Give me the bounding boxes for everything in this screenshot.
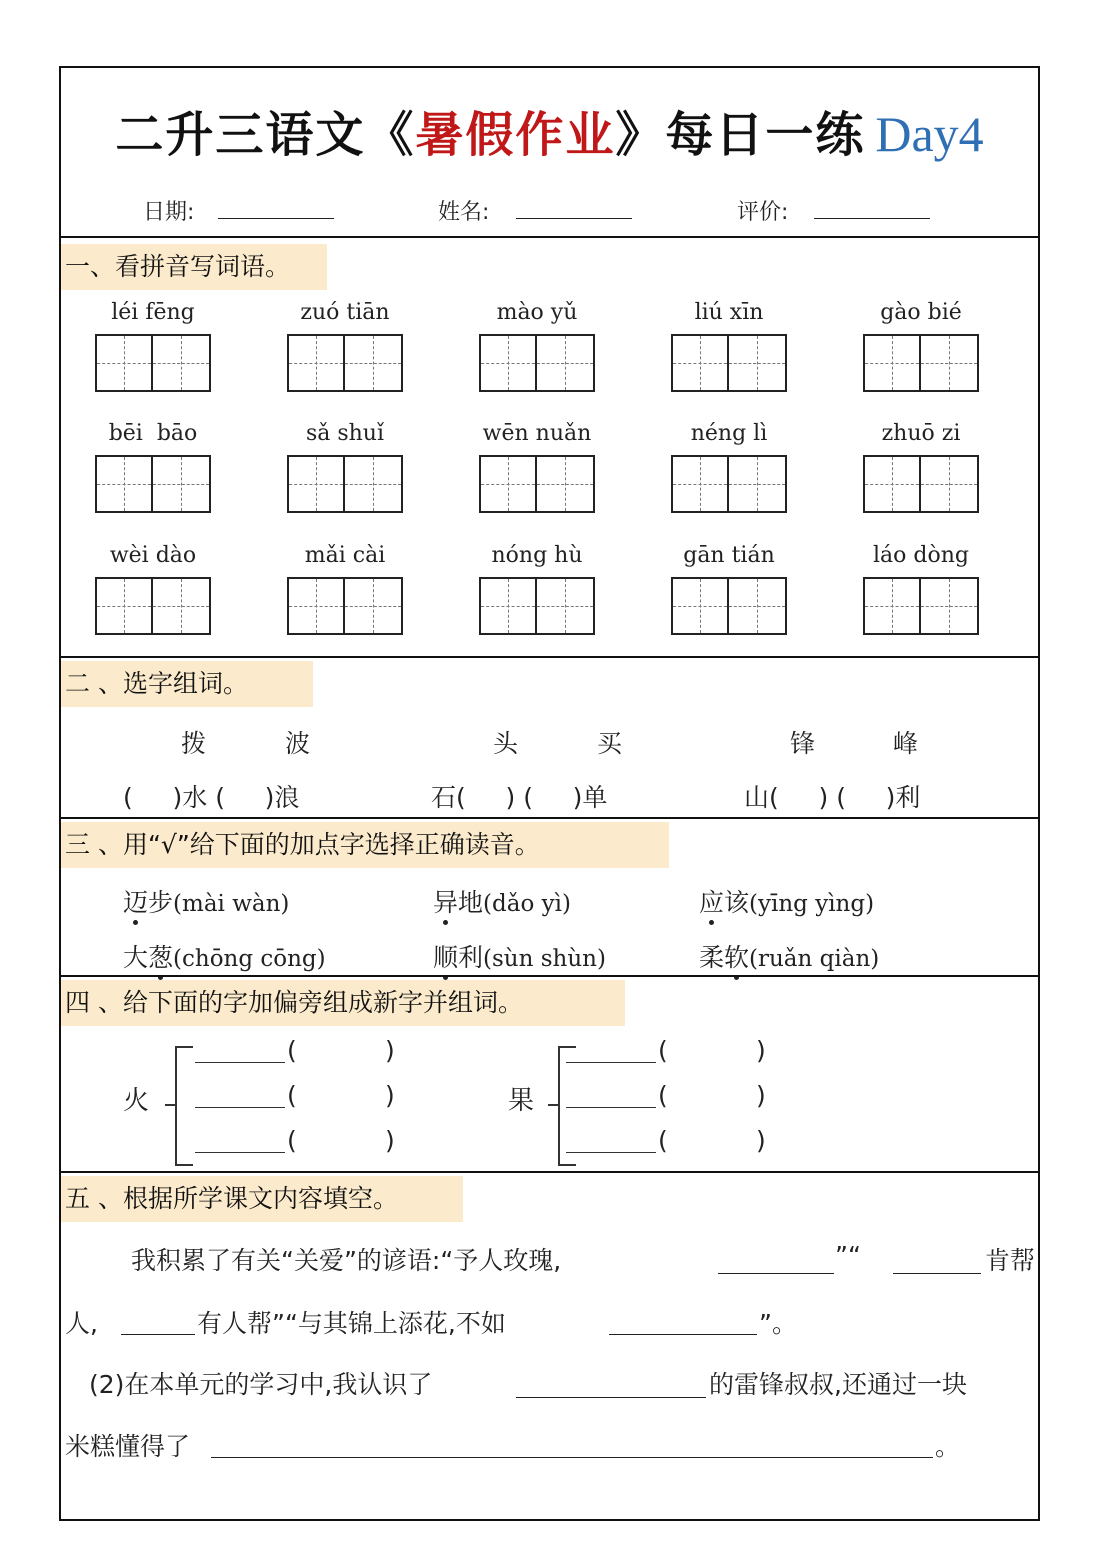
- word-paren-close: ): [756, 1036, 766, 1065]
- reading-item[interactable]: [433, 938, 606, 974]
- dotted-char: 软: [724, 938, 749, 974]
- paragraph-text: 人,: [65, 1309, 98, 1338]
- writing-cell[interactable]: [921, 455, 979, 513]
- choice-char: 买: [597, 729, 623, 758]
- word-blank-line[interactable]: 石( ) ( )单: [431, 783, 608, 812]
- reading-options[interactable]: (yīng yìng): [749, 891, 875, 917]
- paragraph-text: 有人帮”“与其锦上添花,不如: [197, 1309, 506, 1338]
- base-char: 果: [508, 1086, 535, 1116]
- worksheet: [59, 66, 1040, 1521]
- writing-box[interactable]: [671, 455, 787, 513]
- divider: [61, 975, 1038, 977]
- reading-options[interactable]: (sùn shùn): [483, 946, 606, 972]
- paragraph-text: 。: [935, 1432, 961, 1461]
- writing-cell[interactable]: [671, 455, 729, 513]
- pinyin-label: bēi bāo: [108, 421, 198, 446]
- name-label: 姓名:: [438, 200, 490, 225]
- divider: [61, 656, 1038, 658]
- writing-cell[interactable]: [671, 334, 729, 392]
- dotted-char: 顺: [433, 938, 458, 974]
- writing-cell[interactable]: [287, 577, 345, 635]
- title-prefix: 二升三语文《: [115, 107, 416, 163]
- title-suffix: 》每日一练: [615, 107, 866, 163]
- writing-box[interactable]: [95, 334, 211, 392]
- writing-box[interactable]: [671, 577, 787, 635]
- choice-char: 峰: [893, 729, 919, 758]
- brace: [175, 1046, 193, 1166]
- writing-box[interactable]: [95, 577, 211, 635]
- dotted-char: 异: [433, 883, 458, 919]
- choice-char: 拨: [181, 729, 207, 758]
- pinyin-label: mào yǔ: [496, 300, 578, 325]
- writing-cell[interactable]: [479, 455, 537, 513]
- title-highlight: 暑假作业: [415, 107, 616, 163]
- writing-cell[interactable]: [153, 455, 211, 513]
- writing-cell[interactable]: [921, 334, 979, 392]
- writing-box[interactable]: [287, 455, 403, 513]
- new-char-blank[interactable]: [566, 1107, 656, 1108]
- fill-blank[interactable]: [121, 1334, 195, 1335]
- writing-cell[interactable]: [671, 577, 729, 635]
- base-char: 火: [123, 1086, 150, 1116]
- fill-blank[interactable]: [516, 1397, 706, 1398]
- paragraph-text: 我积累了有关“关爱”的谚语:“予人玫瑰,: [131, 1246, 562, 1275]
- pinyin-label: liú xīn: [694, 300, 764, 325]
- writing-cell[interactable]: [729, 334, 787, 392]
- writing-cell[interactable]: [153, 577, 211, 635]
- writing-cell[interactable]: [95, 577, 153, 635]
- writing-cell[interactable]: [287, 334, 345, 392]
- section5-title: 五 、根据所学课文内容填空。: [61, 1176, 463, 1222]
- word-paren-open[interactable]: (: [658, 1126, 668, 1155]
- pinyin-label: zuó tiān: [300, 300, 390, 325]
- reading-item[interactable]: [123, 938, 326, 974]
- choice-char: 锋: [790, 729, 816, 758]
- section1-title: 一、看拼音写词语。: [61, 244, 327, 290]
- writing-box[interactable]: [287, 577, 403, 635]
- section4-title: 四 、给下面的字加偏旁组成新字并组词。: [61, 980, 625, 1026]
- paragraph-text: 米糕懂得了: [65, 1432, 191, 1461]
- reading-item[interactable]: [433, 883, 571, 919]
- fill-blank[interactable]: [211, 1457, 933, 1458]
- grade-field[interactable]: [814, 218, 930, 219]
- writing-cell[interactable]: [479, 577, 537, 635]
- new-char-blank[interactable]: [195, 1107, 285, 1108]
- writing-cell[interactable]: [729, 577, 787, 635]
- word-char: 柔: [699, 943, 725, 972]
- dotted-char: 葱: [148, 938, 173, 974]
- pinyin-label: néng lì: [690, 421, 768, 446]
- writing-cell[interactable]: [95, 455, 153, 513]
- paragraph-text: 的雷锋叔叔,还通过一块: [709, 1370, 967, 1399]
- word-char: 该: [724, 888, 750, 917]
- reading-item[interactable]: [699, 938, 879, 974]
- writing-cell[interactable]: [863, 455, 921, 513]
- fill-blank[interactable]: [609, 1334, 757, 1335]
- writing-cell[interactable]: [153, 334, 211, 392]
- writing-box[interactable]: [863, 455, 979, 513]
- writing-cell[interactable]: [537, 334, 595, 392]
- writing-cell[interactable]: [863, 577, 921, 635]
- brace: [558, 1046, 576, 1166]
- word-paren-open[interactable]: (: [287, 1036, 297, 1065]
- writing-box[interactable]: [863, 334, 979, 392]
- writing-cell[interactable]: [537, 577, 595, 635]
- new-char-blank[interactable]: [195, 1152, 285, 1153]
- brace: [165, 1104, 175, 1106]
- writing-cell[interactable]: [863, 334, 921, 392]
- word-blank-line[interactable]: ( )水 ( )浪: [123, 783, 300, 812]
- writing-cell[interactable]: [921, 577, 979, 635]
- new-char-blank[interactable]: [566, 1152, 656, 1153]
- writing-box[interactable]: [95, 455, 211, 513]
- word-paren-open[interactable]: (: [658, 1081, 668, 1110]
- word-paren-close: ): [756, 1081, 766, 1110]
- writing-cell[interactable]: [345, 577, 403, 635]
- paragraph-text: (2)在本单元的学习中,我认识了: [89, 1370, 433, 1399]
- writing-cell[interactable]: [537, 455, 595, 513]
- writing-box[interactable]: [479, 455, 595, 513]
- dotted-char: 应: [699, 883, 724, 919]
- writing-cell[interactable]: [479, 334, 537, 392]
- new-char-blank[interactable]: [566, 1062, 656, 1063]
- fill-blank[interactable]: [718, 1273, 834, 1274]
- divider: [61, 817, 1038, 819]
- paragraph-text: ”“: [835, 1241, 861, 1270]
- brace: [548, 1104, 558, 1106]
- divider: [61, 1171, 1038, 1173]
- pinyin-label: wēn nuǎn: [482, 421, 592, 446]
- writing-box[interactable]: [479, 577, 595, 635]
- word-paren-close: ): [756, 1126, 766, 1155]
- writing-cell[interactable]: [95, 334, 153, 392]
- title-day: Day4: [875, 106, 984, 162]
- section3-title: 三 、用“√”给下面的加点字选择正确读音。: [61, 822, 669, 868]
- pinyin-label: nóng hù: [491, 543, 583, 568]
- word-paren-close: ): [385, 1126, 395, 1155]
- paragraph-text: 肯帮: [985, 1246, 1036, 1275]
- word-paren-open[interactable]: (: [658, 1036, 668, 1065]
- pinyin-label: mǎi cài: [304, 543, 386, 568]
- name-field[interactable]: [516, 218, 632, 219]
- choice-char: 头: [493, 729, 519, 758]
- pinyin-label: léi fēng: [111, 300, 195, 325]
- pinyin-label: gào bié: [880, 300, 962, 325]
- reading-options[interactable]: (dǎo yì): [483, 891, 571, 917]
- writing-cell[interactable]: [729, 455, 787, 513]
- writing-cell[interactable]: [345, 455, 403, 513]
- section2-title: 二 、选字组词。: [61, 661, 313, 707]
- writing-box[interactable]: [671, 334, 787, 392]
- word-paren-close: ): [385, 1081, 395, 1110]
- word-paren-open[interactable]: (: [287, 1081, 297, 1110]
- grade-label: 评价:: [737, 200, 789, 225]
- word-char: 地: [458, 888, 484, 917]
- dotted-char: 迈: [123, 883, 148, 919]
- reading-options[interactable]: (mài wàn): [173, 891, 290, 917]
- word-char: 大: [123, 943, 149, 972]
- date-field[interactable]: [218, 218, 334, 219]
- worksheet-title: [61, 96, 1038, 166]
- word-paren-close: ): [385, 1036, 395, 1065]
- word-char: 步: [148, 888, 174, 917]
- reading-options[interactable]: (ruǎn qiàn): [749, 946, 880, 972]
- fill-blank[interactable]: [893, 1273, 981, 1274]
- reading-item[interactable]: [699, 883, 874, 919]
- paragraph-text: ”。: [759, 1309, 797, 1338]
- choice-char: 波: [285, 729, 311, 758]
- word-blank-line[interactable]: 山( ) ( )利: [744, 783, 921, 812]
- pinyin-label: gān tián: [683, 543, 775, 568]
- writing-box[interactable]: [479, 334, 595, 392]
- reading-options[interactable]: (chōng cōng): [173, 946, 326, 972]
- divider: [61, 236, 1038, 238]
- pinyin-label: zhuō zi: [881, 421, 961, 446]
- date-label: 日期:: [143, 200, 195, 225]
- pinyin-label: láo dòng: [873, 543, 969, 568]
- word-paren-open[interactable]: (: [287, 1126, 297, 1155]
- writing-cell[interactable]: [345, 334, 403, 392]
- writing-box[interactable]: [287, 334, 403, 392]
- pinyin-label: wèi dào: [109, 543, 197, 568]
- writing-cell[interactable]: [287, 455, 345, 513]
- word-char: 利: [458, 943, 484, 972]
- pinyin-label: sǎ shuǐ: [305, 421, 385, 446]
- new-char-blank[interactable]: [195, 1062, 285, 1063]
- reading-item[interactable]: [123, 883, 289, 919]
- writing-box[interactable]: [863, 577, 979, 635]
